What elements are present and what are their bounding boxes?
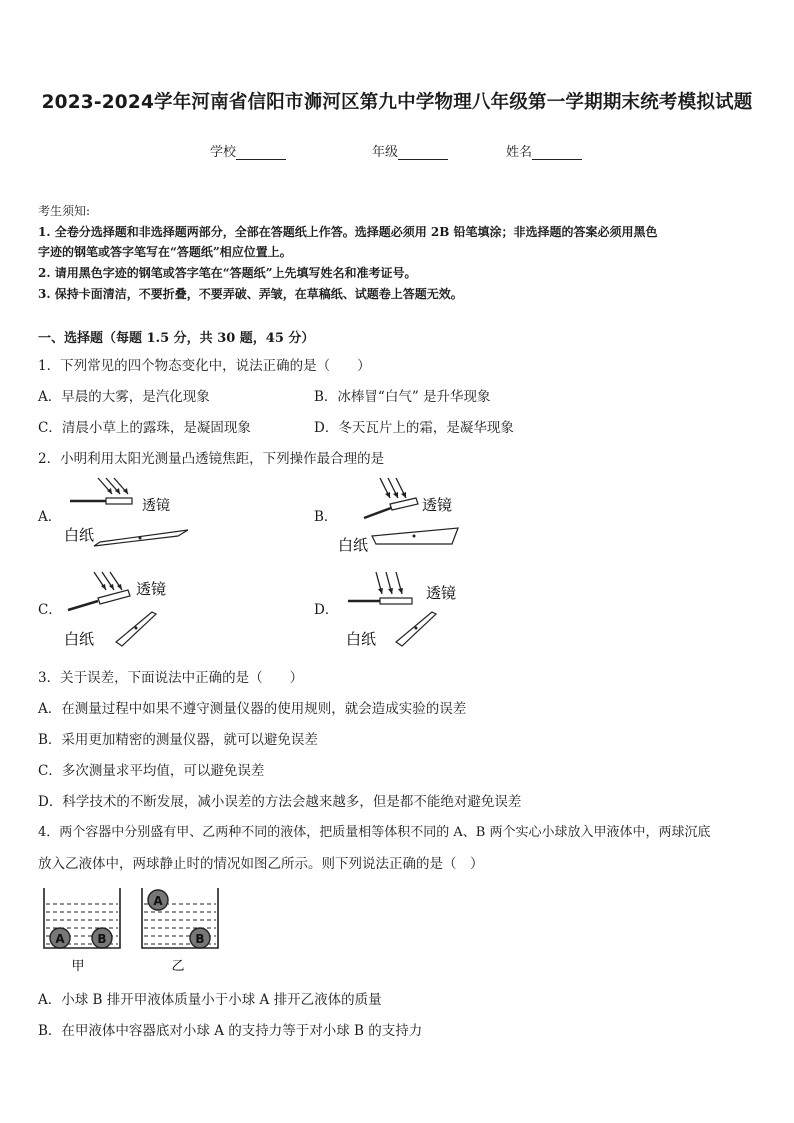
option-c[interactable]: C．多次测量求平均值，可以避免误差 [38, 763, 265, 779]
name-label: 姓名 [506, 145, 533, 160]
notice-item: 3. 保持卡面清洁，不要折叠，不要弄破、弄皱，在草稿纸、试题卷上答题无效。 [38, 287, 463, 301]
question-stem: 3．关于误差，下面说法中正确的是（ ） [38, 670, 304, 686]
grade-label: 年级 [372, 145, 399, 160]
lens-label: 透镜 [142, 498, 170, 514]
ball-b-label: B [195, 932, 205, 946]
question-stem: 1．下列常见的四个物态变化中，说法正确的是（ ） [38, 358, 371, 374]
label-yi: 乙 [171, 959, 185, 974]
option-a[interactable]: A． [38, 509, 62, 525]
name-blank[interactable] [532, 145, 582, 160]
option-b[interactable]: B．采用更加精密的测量仪器，就可以避免误差 [38, 732, 318, 748]
grade-blank[interactable] [398, 145, 448, 160]
lens-label: 透镜 [136, 580, 167, 598]
ball-b-label: B [97, 932, 107, 946]
containers-figure [36, 882, 236, 974]
notice-item: 1. 全卷分选择题和非选择题两部分，全部在答题纸上作答。选择题必须用 2B 铅笔填涂；非选择题的答案必须用黑色 [38, 225, 658, 239]
option-a[interactable]: A．在测量过程中如果不遵守测量仪器的使用规则，就会造成实验的误差 [38, 701, 467, 717]
school-blank[interactable] [236, 145, 286, 160]
option-b[interactable]: B．冰棒冒“白气” 是升华现象 [314, 389, 491, 405]
question-stem: 2．小明利用太阳光测量凸透镜焦距，下列操作最合理的是 [38, 451, 385, 467]
paper-label: 白纸 [346, 630, 377, 648]
notice-item: 字迹的钢笔或答字笔写在“答题纸”相应位置上。 [38, 245, 292, 259]
notice-heading: 考生须知: [38, 204, 91, 218]
question-stem: 放入乙液体中，两球静止时的情况如图乙所示。则下列说法正确的是（ ） [38, 856, 484, 872]
paper-label: 白纸 [64, 630, 95, 648]
option-a[interactable]: A．早晨的大雾，是汽化现象 [38, 389, 210, 405]
container-jia [44, 888, 120, 974]
lens-figure-d [334, 566, 474, 656]
page-title: 2023-2024学年河南省信阳市浉河区第九中学物理八年级第一学期期末统考模拟试题 [41, 92, 753, 113]
option-d[interactable]: D． [314, 602, 339, 618]
section-heading: 一、选择题（每题 1.5 分，共 30 题，45 分） [38, 331, 315, 346]
lens-label: 透镜 [426, 584, 457, 602]
option-d[interactable]: D．冬天瓦片上的霜，是凝华现象 [314, 420, 514, 436]
school-label: 学校 [210, 145, 237, 160]
grade-field [372, 141, 448, 160]
option-c[interactable]: C． [38, 602, 62, 618]
school-field [210, 141, 286, 160]
ball-a-label: A [55, 932, 65, 946]
question-stem: 4．两个容器中分别盛有甲、乙两种不同的液体，把质量相等体积不同的 A、B 两个实心小球放入甲液体中，两球沉底 [38, 825, 711, 840]
lens-label: 透镜 [422, 496, 453, 514]
container-yi [142, 888, 218, 974]
paper-label: 白纸 [338, 536, 369, 554]
label-jia: 甲 [71, 959, 85, 974]
option-b[interactable]: B．在甲液体中容器底对小球 A 的支持力等于对小球 B 的支持力 [38, 1023, 423, 1039]
lens-figure-b [334, 474, 474, 559]
ball-a-label: A [153, 894, 163, 908]
option-a[interactable]: A．小球 B 排开甲液体质量小于小球 A 排开乙液体的质量 [38, 992, 382, 1008]
option-c[interactable]: C．清晨小草上的露珠，是凝固现象 [38, 420, 251, 436]
lens-figure-a [60, 474, 200, 549]
name-field [506, 141, 582, 160]
lens-figure-c [60, 566, 200, 656]
option-b[interactable]: B． [314, 509, 338, 525]
option-d[interactable]: D．科学技术的不断发展，减小误差的方法会越来越多，但是都不能绝对避免误差 [38, 794, 522, 810]
paper-label: 白纸 [64, 526, 95, 544]
notice-item: 2. 请用黑色字迹的钢笔或答字笔在“答题纸”上先填写姓名和准考证号。 [38, 266, 417, 280]
